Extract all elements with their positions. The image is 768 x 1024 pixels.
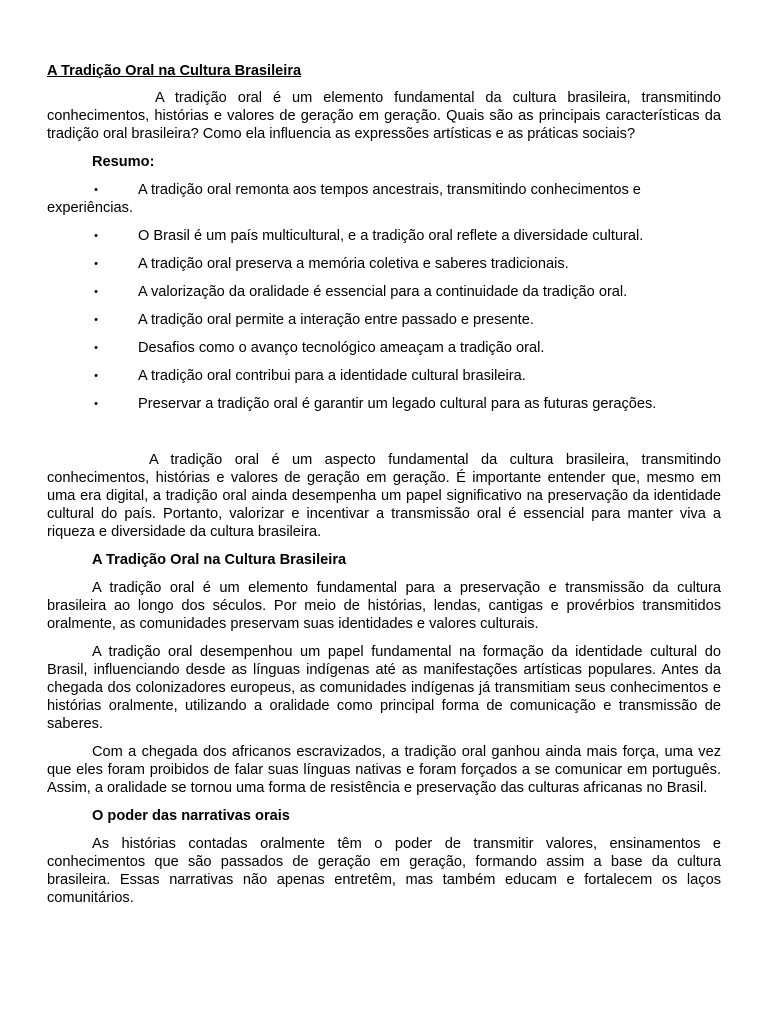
- summary-list: [47, 181, 721, 413]
- summary-item: [47, 181, 721, 217]
- bullet-icon: •: [94, 342, 98, 354]
- summary-item-text: A tradição oral remonta aos tempos ancestrais, transmitindo conhecimentos e experiências.: [47, 182, 641, 216]
- summary-item: [47, 367, 721, 385]
- summary-item-text: A tradição oral preserva a memória coletiva e saberes tradicionais.: [138, 256, 569, 272]
- intro-paragraph: A tradição oral é um elemento fundamental da cultura brasileira, transmitindo conhecimentos, histórias e valores de geração em geração. Quais são as principais características da tradição oral brasileira? Como ela influencia as expressões artísticas e as práticas sociais?: [47, 90, 721, 142]
- bullet-icon: •: [94, 286, 98, 298]
- body-paragraph: Com a chegada dos africanos escravizados, a tradição oral ganhou ainda mais força, uma vez que eles foram proibidos de falar suas línguas nativas e foram forçados a se comunicar em português. Assim, a oralidade se tornou uma forma de resistência e preservação das culturas africanas no Brasil.: [47, 744, 721, 796]
- body-paragraph: A tradição oral é um elemento fundamental para a preservação e transmissão da cultura brasileira ao longo dos séculos. Por meio de histórias, lendas, cantigas e provérbios transmitidos oralmente, as comunidades preservam suas identidades e valores culturais.: [47, 580, 721, 632]
- summary-heading: Resumo:: [92, 154, 155, 170]
- body-paragraph: As histórias contadas oralmente têm o poder de transmitir valores, ensinamentos e conhecimentos que são passados de geração em geração, formando assim a base da cultura brasileira. Essas narrativas não apenas entretêm, mas também educam e fortalecem os laços comunitários.: [47, 836, 721, 906]
- summary-item-text: A tradição oral permite a interação entre passado e presente.: [138, 312, 534, 328]
- summary-item-text: Preservar a tradição oral é garantir um legado cultural para as futuras gerações.: [138, 396, 657, 412]
- summary-item-text: A valorização da oralidade é essencial para a continuidade da tradição oral.: [138, 284, 628, 300]
- bullet-icon: •: [94, 370, 98, 382]
- summary-item: [47, 311, 721, 329]
- summary-item: [47, 339, 721, 357]
- summary-item-text: Desafios como o avanço tecnológico ameaçam a tradição oral.: [138, 340, 545, 356]
- overview-paragraph: A tradição oral é um aspecto fundamental da cultura brasileira, transmitindo conhecimentos, histórias e valores de geração em geração. É importante entender que, mesmo em uma era digital, a tradição oral ainda desempenha um papel significativo na preservação da identidade cultural do país. Portanto, valorizar e incentivar a transmissão oral é essencial para manter viva a riqueza e diversidade da cultura brasileira.: [47, 452, 721, 540]
- summary-item: [47, 395, 721, 413]
- summary-item-text: A tradição oral contribui para a identidade cultural brasileira.: [138, 368, 526, 384]
- section-heading: A Tradição Oral na Cultura Brasileira: [92, 552, 347, 568]
- bullet-icon: •: [94, 258, 98, 270]
- summary-item: [47, 283, 721, 301]
- bullet-icon: •: [94, 398, 98, 410]
- bullet-icon: •: [94, 230, 98, 242]
- section-spacer: [47, 423, 721, 451]
- bullet-icon: •: [94, 184, 98, 196]
- body-paragraph: A tradição oral desempenhou um papel fundamental na formação da identidade cultural do Brasil, influenciando desde as línguas indígenas até as manifestações artísticas populares. Antes da chegada dos colonizadores europeus, as comunidades indígenas já transmitiam seus conhecimentos e histórias oralmente, utilizando a oralidade como principal forma de comunicação e transmissão de saberes.: [47, 644, 721, 732]
- summary-item: [47, 227, 721, 245]
- summary-item-text: O Brasil é um país multicultural, e a tradição oral reflete a diversidade cultural.: [138, 228, 644, 244]
- summary-item: [47, 255, 721, 273]
- bullet-icon: •: [94, 314, 98, 326]
- document-content: [47, 62, 721, 917]
- section-heading: O poder das narrativas orais: [92, 808, 290, 824]
- document-title: A Tradição Oral na Cultura Brasileira: [47, 63, 302, 79]
